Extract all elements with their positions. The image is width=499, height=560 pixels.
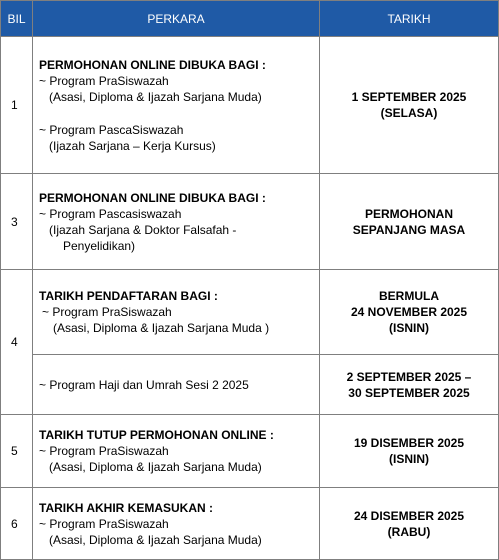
table-row [1,270,499,355]
row-line: ~ Program PraSiswazah [39,516,169,531]
tarikh-line: (ISNIN) [389,452,429,466]
tarikh-line: PERMOHONAN [364,206,453,221]
row-perkara [33,355,320,415]
row-line: (Asasi, Diploma & Ijazah Sarjana Muda) [49,89,262,104]
row-line: ~ Program Pascasiswazah [39,206,182,221]
row-line: ~ Program PraSiswazah [39,444,169,458]
row-tarikh [320,415,499,488]
row-line: (Asasi, Diploma & Ijazah Sarjana Muda) [49,532,262,547]
row-title: TARIKH AKHIR KEMASUKAN : [39,500,213,515]
row-line: (Asasi, Diploma & Ijazah Sarjana Muda) [49,460,262,474]
header-tarikh: TARIKH [320,1,499,37]
row-perkara [33,174,320,270]
row-line: (Ijazah Sarjana & Doktor Falsafah - [49,222,237,237]
tarikh-line: 30 SEPTEMBER 2025 [348,385,470,400]
tarikh-line: SEPANJANG MASA [352,222,466,237]
header-perkara: PERKARA [33,1,320,37]
row-line: (Ijazah Sarjana – Kerja Kursus) [49,138,216,153]
row-tarikh [320,488,499,560]
row-perkara [33,270,320,355]
row-perkara [33,37,320,174]
row-title: TARIKH TUTUP PERMOHONAN ONLINE : [39,428,274,442]
row-line: ~ Program PascaSiswazah [39,122,184,137]
row-title: TARIKH PENDAFTARAN BAGI : [39,289,218,303]
row-perkara [33,415,320,488]
tarikh-line: 1 SEPTEMBER 2025 [351,90,467,104]
tarikh-line: 24 NOVEMBER 2025 [350,305,468,319]
row-line: ~ Program PraSiswazah [42,305,172,319]
row-title: PERMOHONAN ONLINE DIBUKA BAGI : [39,57,266,72]
tarikh-line: BERMULA [379,289,439,303]
tarikh-line: (ISNIN) [389,321,429,335]
row-perkara [33,488,320,560]
row-bil: 5 [1,415,33,488]
row-bil: 6 [1,488,33,560]
tarikh-line: 2 SEPTEMBER 2025 – [346,369,472,384]
table-row [1,174,499,270]
tarikh-line: (RABU) [387,524,431,539]
row-line: (Asasi, Diploma & Ijazah Sarjana Muda ) [53,321,270,335]
row-tarikh [320,355,499,415]
row-tarikh [320,174,499,270]
header-bil: BIL [1,1,33,37]
table-row [1,37,499,174]
table-row [1,355,499,415]
row-tarikh [320,37,499,174]
tarikh-line: 19 DISEMBER 2025 [353,436,465,450]
row-bil: 3 [1,174,33,270]
tarikh-line: (SELASA) [380,106,438,120]
table-row [1,488,499,560]
row-title: PERMOHONAN ONLINE DIBUKA BAGI : [39,190,266,205]
row-line: ~ Program PraSiswazah [39,73,169,88]
table-row [1,415,499,488]
row-bil: 4 [1,270,33,415]
tarikh-line: 24 DISEMBER 2025 [353,508,465,523]
row-line: ~ Program Haji dan Umrah Sesi 2 2025 [39,377,249,392]
row-tarikh [320,270,499,355]
row-line: Penyelidikan) [63,238,136,253]
row-bil: 1 [1,37,33,174]
header-row [1,1,499,37]
